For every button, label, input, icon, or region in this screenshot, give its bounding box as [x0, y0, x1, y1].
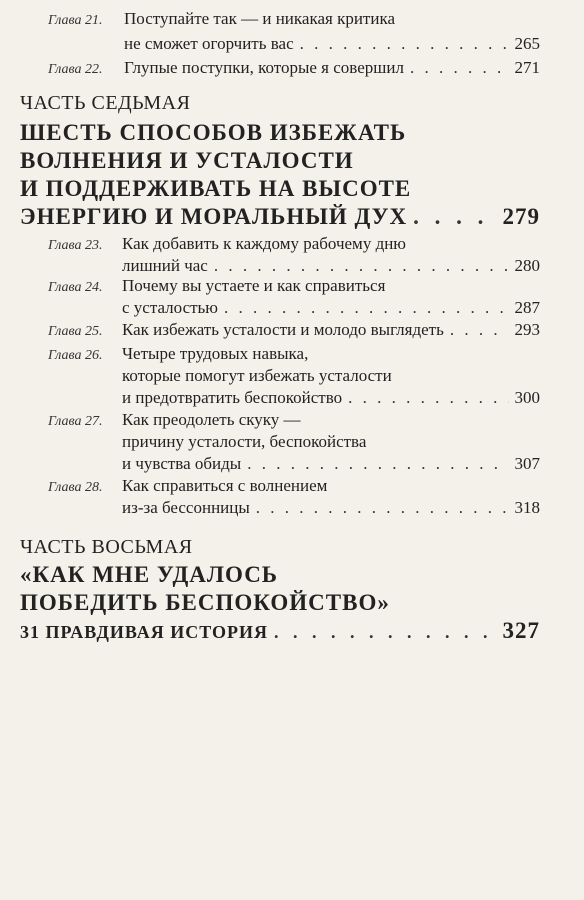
chapter-title-line: лишний час	[122, 256, 208, 275]
chapter-title-line: причину усталости, беспокойства	[122, 432, 367, 451]
chapter-title-line: из-за бессонницы	[122, 498, 250, 517]
chapter-label: Глава 21.	[48, 13, 103, 28]
chapter-title-line: Поступайте так — и никакая критика	[124, 9, 395, 28]
chapter-label: Глава 24.	[48, 280, 103, 295]
part-7-title-last-line	[20, 204, 540, 230]
dot-leader	[348, 387, 508, 409]
chapter-title-line: Как справиться с волнением	[122, 476, 328, 495]
chapter-title-last-line	[122, 319, 540, 341]
chapter-label: Глава 26.	[48, 348, 103, 363]
part-8-subtitle-line	[20, 618, 540, 644]
page-number: 293	[514, 320, 540, 339]
chapter-label: Глава 27.	[48, 414, 103, 429]
chapter-title-last-line	[122, 255, 540, 277]
dot-leader	[274, 622, 496, 643]
dot-leader	[413, 204, 496, 230]
chapter-title-line: Четыре трудовых навыка,	[122, 344, 309, 363]
part-8-title-line: ПОБЕДИТЬ БЕСПОКОЙСТВО»	[20, 590, 390, 615]
chapter-label: Глава 28.	[48, 480, 103, 495]
page-number: 318	[514, 498, 540, 517]
page-number: 271	[514, 58, 540, 77]
page-number: 279	[502, 204, 540, 229]
part-7-label: ЧАСТЬ СЕДЬМАЯ	[20, 92, 191, 114]
chapter-title-last-line	[122, 497, 540, 519]
chapter-label: Глава 22.	[48, 62, 103, 77]
chapter-title-line: которые помогут избежать усталости	[122, 366, 392, 385]
chapter-title-line: и чувства обиды	[122, 454, 242, 473]
page-number: 307	[514, 454, 540, 473]
chapter-title-line: Как преодолеть скуку —	[122, 410, 301, 429]
chapter-title-last-line	[122, 453, 540, 475]
part-8-title-line: «КАК МНЕ УДАЛОСЬ	[20, 562, 279, 587]
dot-leader	[224, 297, 508, 319]
dot-leader	[300, 33, 509, 55]
dot-leader	[256, 497, 509, 519]
chapter-title-line: Почему вы устаете и как справиться	[122, 276, 386, 295]
page-number: 287	[514, 298, 540, 317]
chapter-title-last-line	[124, 57, 540, 79]
page-number: 280	[514, 256, 540, 275]
chapter-title-last-line	[122, 297, 540, 319]
page-number: 265	[514, 34, 540, 53]
part-7-title-line: И ПОДДЕРЖИВАТЬ НА ВЫСОТЕ	[20, 176, 412, 201]
dot-leader	[247, 453, 508, 475]
chapter-label: Глава 23.	[48, 238, 103, 253]
page-number: 327	[502, 618, 540, 643]
part-8-label: ЧАСТЬ ВОСЬМАЯ	[20, 536, 193, 558]
chapter-label: Глава 25.	[48, 324, 103, 339]
dot-leader	[214, 255, 509, 277]
chapter-title-last-line	[124, 33, 540, 55]
chapter-title-line: Как добавить к каждому рабочему дню	[122, 234, 407, 253]
chapter-title-last-line	[122, 387, 540, 409]
dot-leader	[410, 57, 509, 79]
chapter-title-line: Как избежать усталости и молодо выглядеть	[122, 320, 444, 339]
part-7-title-line: ШЕСТЬ СПОСОБОВ ИЗБЕЖАТЬ	[20, 120, 407, 145]
dot-leader	[450, 319, 509, 341]
part-7-title-line: ВОЛНЕНИЯ И УСТАЛОСТИ	[20, 148, 354, 173]
part-8-subtitle: 31 ПРАВДИВАЯ ИСТОРИЯ	[20, 622, 269, 642]
chapter-title-line: не сможет огорчить вас	[124, 34, 294, 53]
chapter-title-line: с усталостью	[122, 298, 219, 317]
page-number: 300	[514, 388, 540, 407]
chapter-title-line: Глупые поступки, которые я совершил	[124, 58, 404, 77]
chapter-title-line: и предотвратить беспокойство	[122, 388, 343, 407]
part-7-title-line: ЭНЕРГИЮ И МОРАЛЬНЫЙ ДУХ	[20, 204, 408, 229]
